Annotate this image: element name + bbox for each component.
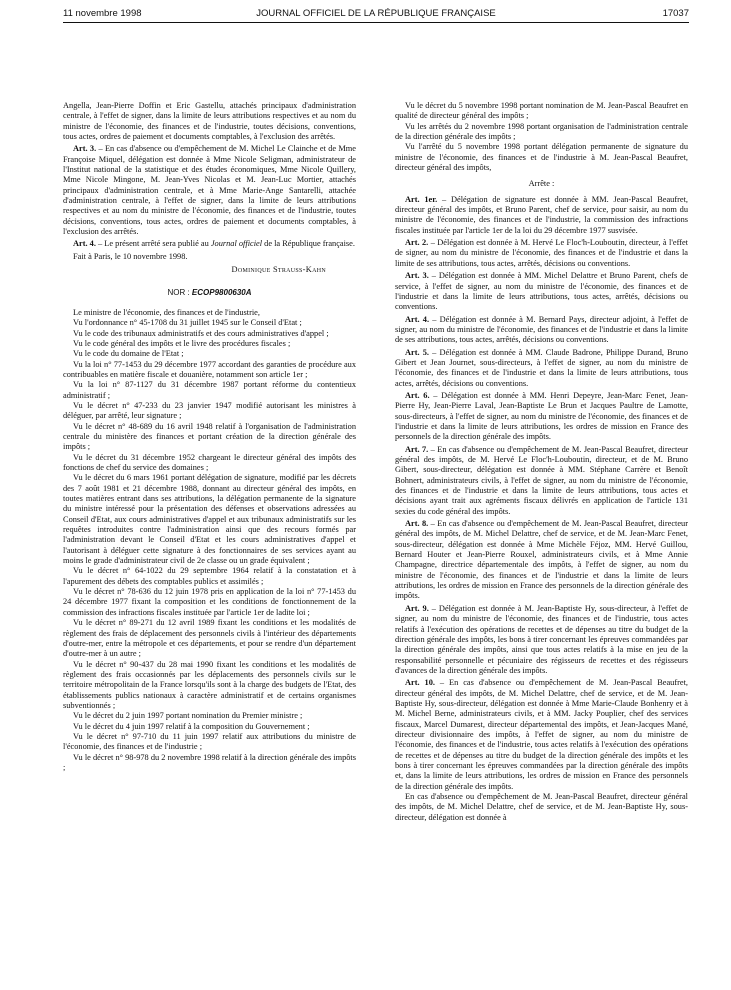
article-text: – Délégation est donnée à M. Bernard Pays, directeur adjoint, à l'effet de signer, au nom du ministre de l'économie, des finances et de l'industrie et dans la limite de ses attributions, tous actes, arrêtés, décisions ou conventions. [395,314,689,345]
article-label: Art. 2. [405,238,429,248]
article-3 [395,271,688,312]
journal-officiel-text: Journal officiel [210,239,263,249]
visa-paragraph: Vu les arrêtés du 2 novembre 1998 portant organisation de l'administration centrale de la direction générale des impôts ; [395,121,688,142]
article-text: – Délégation est donnée à MM. Claude Badrone, Philippe Durand, Bruno Gibert et Jean Journet, sous-directeurs, à l'effet de signer, au nom du ministre de l'économie, des finances et de l'industrie et dans la limite de leurs attributions, tous actes, arrêtés, décisions ou conventions. [395,347,689,388]
visa-paragraph: Vu le décret n° 98-978 du 2 novembre 1998 relatif à la direction générale des impôts ; [63,752,356,772]
paragraph: Angella, Jean-Pierre Doffin et Eric Gastellu, attachés principaux d'administration centrale, à l'effet de signer, dans la limite de leurs attributions respectives et au nom du ministre de l'économie, des finances et de l'industrie, toutes décisions, conventions, tous actes, ordres de paiement et documents comptables, à l'exclusion des arrêtés. [63,101,356,142]
arrete-heading: Arrête : [528,179,555,189]
article-text: – En cas d'absence ou d'empêchement de M. Jean-Pascal Beaufret, directeur général des impôts, de M. Michel Delattre, chef de service, et de M. Jean-Marc Fenet, sous-directeur, délégation est donnée à Mme Michèle Féjoz, MM. Hervé Guillou, Bernard Houter et Jean-Pierre Rouxel, administrateurs civils, et à Mme Annie Champagne, directrice départementale des impôts, à l'effet de signer, au nom du ministre de l'économie, des finances et de l'industrie et dans la limite de leurs attributions, les ordres de mission en France des personnels de la direction générale des impôts. [395,519,688,601]
header-journal-title: JOURNAL OFFICIEL DE LA RÉPUBLIQUE FRANÇAISE [256,8,496,19]
visa-paragraph: Vu le décret n° 89-271 du 12 avril 1989 fixant les conditions et les modalités de règlement des frais de déplacement des personnels civils à l'intérieur des départements d'outre-mer, entre la métropole et ces départements, et pour se rendre d'un département d'outre-mer à un autre ; [63,618,356,659]
visa-paragraph: Vu le décret du 2 juin 1997 portant nomination du Premier ministre ; [73,711,303,721]
visa-paragraph: Vu le décret n° 90-437 du 28 mai 1990 fixant les conditions et les modalités de règlement des frais occasionnés par les déplacements des personnels civils sur le territoire métropolitain de la France lorsqu'ils sont à la charge des budgets de l'Etat, des établissements publics nationaux à caractère administratif et de certains organismes subventionnés ; [63,659,356,710]
visa-paragraph: Vu le code du domaine de l'Etat ; [73,349,184,359]
article-5 [395,348,688,389]
visa-paragraph: Vu le décret n° 48-689 du 16 avril 1948 relatif à l'organisation de l'administration centrale du ministère des finances et portant création de la direction générale des impôts ; [63,421,356,452]
visa-paragraph: Le ministre de l'économie, des finances et de l'industrie, [73,307,260,317]
article-label: Art. 3. [73,144,97,154]
article-10 [395,678,688,792]
visa-paragraph: Vu l'ordonnance n° 45-1708 du 31 juillet 1945 sur le Conseil d'Etat ; [73,318,302,328]
signature: Dominique Strauss-Kahn [231,265,326,275]
header-page-number: 17037 [662,8,689,19]
visa-paragraph: Vu la loi n° 77-1453 du 29 décembre 1977 accordant des garanties de procédure aux contribuables en matière fiscale et douanière, notamment son article 1er ; [63,359,356,379]
right-column [395,101,688,823]
article-label: Art. 10. [405,678,435,688]
article-1 [395,195,688,236]
visa-paragraph: Vu la loi n° 87-1127 du 31 décembre 1987 portant réforme du contentieux administratif ; [63,380,356,400]
visa-list [63,308,356,773]
article-label: Art. 4. [73,239,96,249]
article-label: Art. 1er. [405,194,438,204]
article-label: Art. 3. [405,271,429,281]
visa-paragraph: Vu le décret du 6 mars 1961 portant délégation de signature, modifié par les décrets des 7 août 1981 et 21 décembre 1988, donnant au directeur général des impôts, en toutes matières entrant dans ses attributions, la délégation permanente de la signature du ministre intéressé pour la présentation des défenses et observations adressées au Conseil d'Etat, aux cours administratives d'appel et aux tribunaux administratifs sur les requêtes introduites contre l'administration ainsi que des recours formés par l'administration devant le Conseil d'Etat et les cours administratives d'appel et l'autorisant à déléguer cette signature à des fonctionnaires de ses services ayant au moins le grade d'administrateur civil de 2e classe ou un grade équivalent ; [63,473,356,566]
article-6 [395,391,688,443]
article-3 [63,144,356,237]
article-text: – En cas d'absence ou d'empêchement de M. Michel Le Clainche et de Mme Françoise Miquel, délégation est donnée à Mme Nicole Seligman, administrateur de l'Institut national de la statistique et des études économiques, Mme Nicole Quillery, Mme Nicole Mingone, M. Jean-Yves Nicolas et M. Jean-Luc Mortier, attachés principaux d'administration centrale, et à Mme Marie-Ange Santarelli, attachée d'administration centrale, à l'effet de signer, dans la limite de leurs attributions respectives et au nom du ministre de l'économie, des finances et de l'industrie, toutes décisions, conventions, tous actes, ordres de paiement et documents comptables, à l'exclusion des arrêtés. [63,144,356,237]
article-2 [395,238,688,269]
visa-paragraph: Vu le décret du 4 juin 1997 relatif à la composition du Gouvernement ; [73,721,310,731]
article-text: – En cas d'absence ou d'empêchement de M. Jean-Pascal Beaufret, directeur général des impôts, de M. Hervé Le Floc'h-Louboutin, directeur, et de M. Bruno Gibert, sous-directeur, délégation est donnée à MM. Stéphane Carrère et Benoît Bohnert, administrateurs civils, à l'effet de signer, au nom du ministre de l'économie, des finances et de l'industrie et dans la limite de leurs attributions, tous actes et décisions ayant trait aux agréments fiscaux délivrés en application de l'article 131 sexies du code général des impôts. [395,444,688,516]
header-date: 11 novembre 1998 [63,8,142,19]
article-9 [395,604,688,676]
left-column [63,101,356,773]
article-label: Art. 8. [405,519,429,529]
article-text: – Délégation de signature est donnée à MM. Jean-Pascal Beaufret, directeur général des impôts, et Bruno Parent, chef de service, pour saisir, au nom du ministre de l'économie, des finances et de l'industrie, la commission des infractions fiscales instituée par l'article 1er de la loi du 29 décembre 1977 susvisée. [395,194,688,235]
article-label: Art. 9. [405,603,429,613]
visa-paragraph: Vu le décret n° 64-1022 du 29 septembre 1964 relatif à la constatation et à l'apurement des débets des comptables publics et assimilés ; [63,566,356,586]
fait-a-paris: Fait à Paris, le 10 novembre 1998. [73,251,188,261]
article-label: Art. 6. [405,390,430,400]
article-4 [395,315,688,346]
article-label: Art. 7. [405,444,429,454]
closing-paragraph: En cas d'absence ou d'empêchement de M. Jean-Pascal Beaufret, directeur général des impôts, de M. Michel Delattre, chef de service, et de M. Jean-Baptiste Hy, sous-directeur, délégation est donnée à [395,792,688,822]
article-text: – Délégation est donnée à M. Jean-Baptiste Hy, sous-directeur, à l'effet de signer, au nom du ministre de l'économie, des finances et de l'industrie, tous actes relatifs à l'exécution des opérations de recettes et de dépenses au titre du budget de la direction générale des impôts, les bons à tirer concernant les épreuves commandées par la direction générale des impôts, ainsi que tous actes relatifs à la mise en jeu de la responsabilité personnelle et pécuniaire des régisseurs de recettes et des régisseurs d'avances de la direction générale des impôts. [395,603,689,675]
article-text: – Délégation est donnée à M. Hervé Le Floc'h-Louboutin, directeur, à l'effet de signer, au nom du ministre de l'économie, des finances et de l'industrie et dans la limite de ses attributions, tous actes, arrêtés, décisions ou conventions. [395,238,689,268]
page-header [63,8,689,22]
article-text: – En cas d'absence ou d'empêchement de M. Jean-Pascal Beaufret, directeur général des impôts, de M. Michel Delattre, chef de service, et de M. Jean-Baptiste Hy, sous-directeur, délégation est donnée à Mme Marie-Claude Bonhenry et à M. Michel Berne, administrateurs civils, et à MM. Jacky Pouplier, chef des services fiscaux, Marcel Dumarest, directeur départemental des impôts, et Jean-Jacques Mané, directeur divisionnaire des impôts, à l'effet de signer, au nom du ministre de l'économie, des finances et de l'industrie, tous actes relatifs à l'exécution des opérations de recettes et de dépenses au titre du budget de la direction générale des impôts et les bons à tirer concernant les épreuves commandées par la direction générale des impôts et, dans la limite de leurs attributions, les ordres de mission en France des personnels de la direction générale des impôts. [395,678,688,791]
article-4: Art. 4. – Le présent arrêté sera publié au Journal officiel de la République française. [73,239,355,249]
article-7 [395,445,688,517]
articles-list [395,195,688,792]
nor-reference: NOR : ECOP9800630A [167,287,252,297]
visa-paragraph: Vu le décret du 5 novembre 1998 portant nomination de M. Jean-Pascal Beaufret en qualité de directeur général des impôts ; [395,101,688,121]
visa-paragraph: Vu le décret n° 78-636 du 12 juin 1978 pris en application de la loi n° 77-1453 du 24 décembre 1977 fixant la composition et les conditions de fonctionnement de la commission des infractions fiscales instituée par l'article 1er de ladite loi ; [63,587,356,617]
article-8 [395,519,688,602]
visa-list [395,101,688,173]
visa-paragraph: Vu le décret du 31 décembre 1952 chargeant le directeur général des impôts des fonctions de chef du service des domaines ; [63,452,356,472]
visa-paragraph: Vu le décret n° 97-710 du 11 juin 1997 relatif aux attributions du ministre de l'économie, des finances et de l'industrie ; [63,731,356,752]
article-label: Art. 5. [405,347,429,357]
visa-paragraph: Vu le code des tribunaux administratifs et des cours administratives d'appel ; [73,328,329,338]
article-label: Art. 4. [405,314,430,324]
nor-code: ECOP9800630A [191,287,252,297]
visa-paragraph: Vu le code général des impôts et le livre des procédures fiscales ; [73,338,291,348]
article-text: – Délégation est donnée à MM. Henri Depeyre, Jean-Marc Fenet, Jean-Pierre Hy, Jean-Pierre Laval, Jean-Baptiste Le Brun et Jacques Paultre de Lamotte, sous-directeurs, à l'effet de signer, au nom du ministre de l'économie, des finances et de l'industrie et dans la limite de leurs attributions, les ordres de mission en France des personnels de la direction générale des impôts. [395,390,689,442]
article-text: – Délégation est donnée à MM. Michel Delattre et Bruno Parent, chefs de service, à l'effet de signer, au nom du ministre de l'économie, des finances et de l'industrie et dans la limite de leurs attributions, tous actes, arrêtés, décisions ou conventions. [395,271,689,312]
visa-paragraph: Vu l'arrêté du 5 novembre 1998 portant délégation permanente de signature du ministre de l'économie, des finances et de l'industrie à M. Jean-Pascal Beaufret, directeur général des impôts, [395,142,688,173]
visa-paragraph: Vu le décret n° 47-233 du 23 janvier 1947 modifié autorisant les ministres à déléguer, par arrêté, leur signature ; [63,400,356,421]
header-rule [63,22,689,23]
